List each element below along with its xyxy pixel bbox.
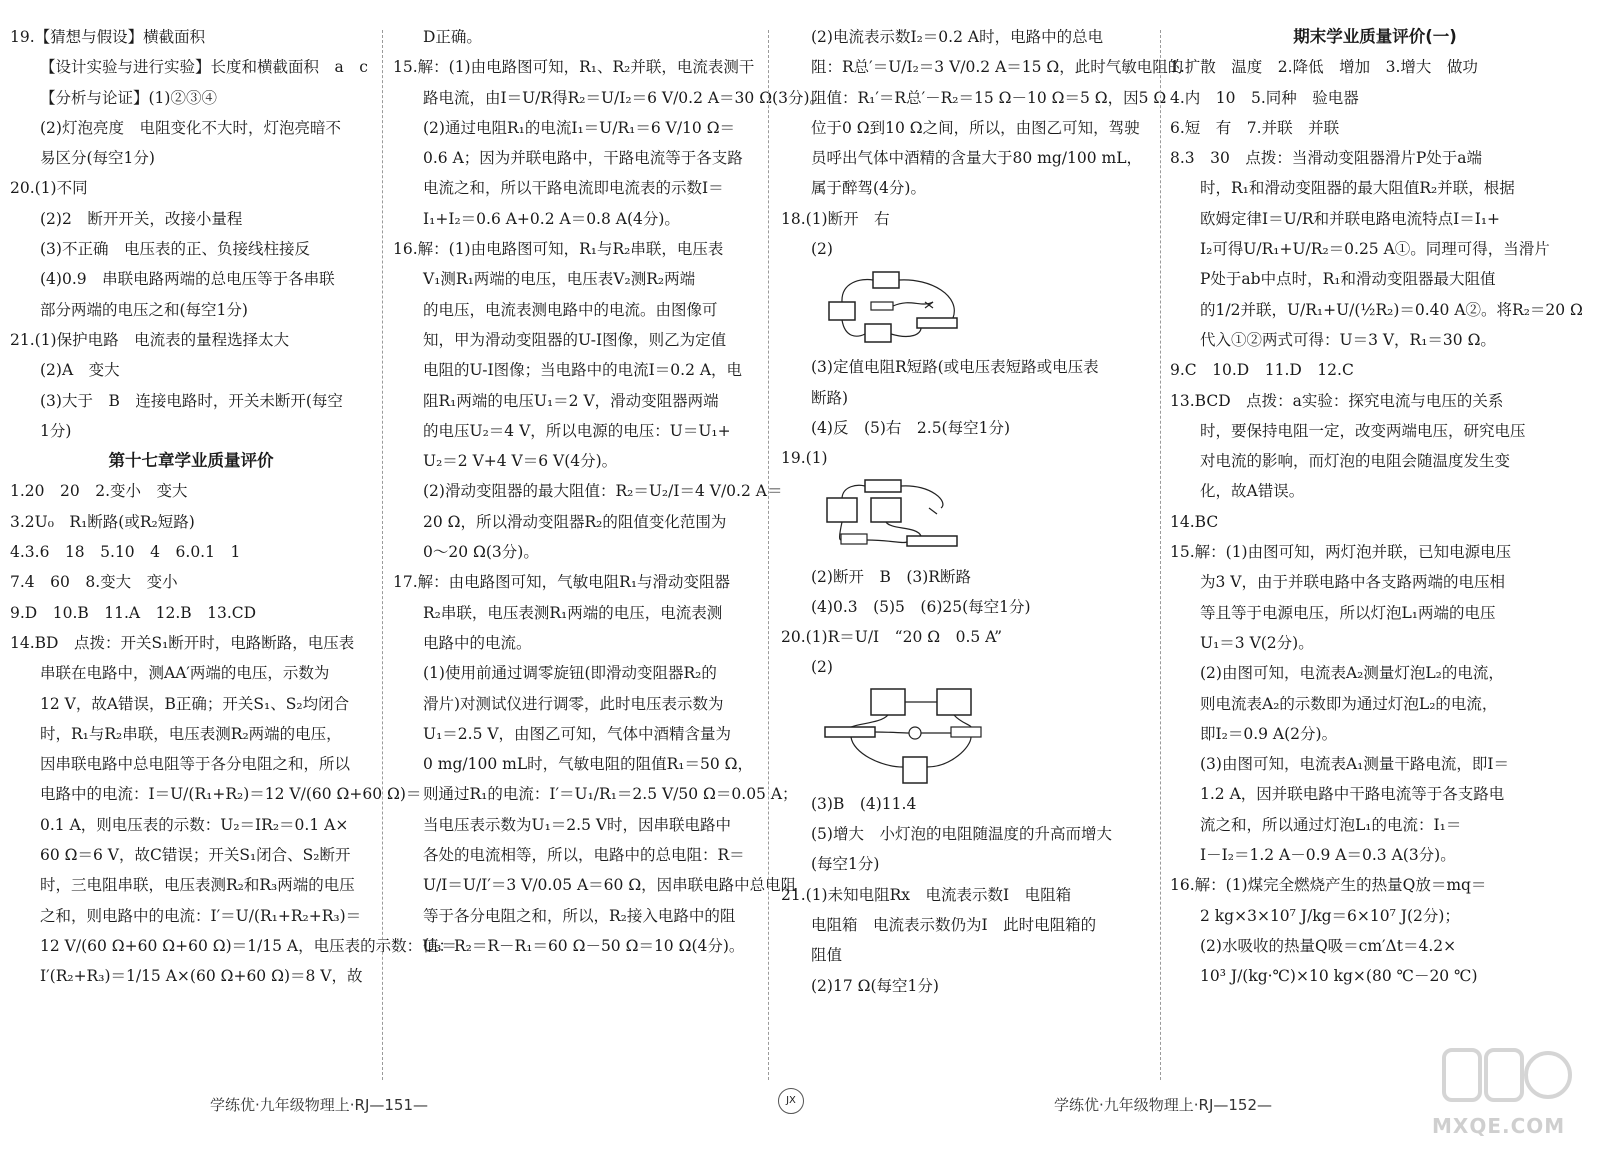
text-line: 为3 V，由于并联电路中各支路两端的电压相 [1200, 573, 1505, 592]
text-line: 的电压，电流表测电路中的电流。由图像可 [423, 300, 718, 319]
text-line: 1分) [40, 421, 72, 440]
text-line: 时，要保持电阻一定，改变两端电压，研究电压 [1200, 421, 1526, 440]
page-footer-right: 学练优·九年级物理上·RJ—152— [1054, 1096, 1273, 1114]
text-line: (5)增大 小灯泡的电阻随温度的升高而增大 [811, 825, 1112, 844]
text-line: 0 mg/100 mL时，气敏电阻的阻值R₁＝50 Ω， [423, 755, 754, 774]
text-line: V₁测R₁两端的电压，电压表V₂测R₂两端 [423, 270, 696, 289]
text-line: 欧姆定律I＝U/R和并联电路电流特点I＝I₁+ [1200, 209, 1501, 228]
text-line: 阻：R总′＝U/I₂＝3 V/0.2 A＝15 Ω，此时气敏电阻的 [811, 58, 1184, 77]
text-line: 知，甲为滑动变阻器的U-I图像，则乙为定值 [423, 330, 727, 349]
text-line: 对电流的影响，而灯泡的电阻会随温度发生变 [1200, 452, 1511, 471]
text-line: 断路) [811, 388, 849, 407]
text-line: (2)水吸收的热量Q吸＝cm′Δt＝4.2× [1200, 936, 1457, 955]
text-line: U₁＝3 V(2分)。 [1200, 633, 1314, 652]
circuit-diagram-20 [821, 687, 1001, 787]
section-heading: 第十七章学业质量评价 [108, 451, 274, 471]
circuit-diagram-icon [821, 687, 1001, 787]
text-line: 20.(1)不同 [10, 179, 88, 198]
text-line: 12 V，故A错误，B正确；开关S₁、S₂均闭合 [40, 694, 350, 713]
text-line: 则电流表A₂的示数即为通过灯泡L₂的电流， [1200, 694, 1498, 713]
text-line: 易区分(每空1分) [40, 149, 155, 168]
text-line: 18.(1)断开 右 [781, 209, 890, 228]
text-line: 7.4 60 8.变大 变小 [10, 573, 178, 592]
text-line: I′(R₂+R₃)＝1/15 A×(60 Ω+60 Ω)＝8 V，故 [40, 967, 363, 986]
text-line: 阻R₁两端的电压U₁＝2 V，滑动变阻器两端 [423, 391, 719, 410]
text-line: 15.解：(1)由电路图可知，R₁、R₂并联，电流表测干 [393, 58, 755, 77]
circuit-diagram-icon [821, 268, 971, 350]
text-line: 10³ J/(kg·℃)×10 kg×(80 ℃－20 ℃) [1200, 967, 1478, 986]
text-line: 即I₂＝0.9 A(2分)。 [1200, 724, 1338, 743]
text-line: 各处的电流相等，所以，电路中的总电阻：R＝ [423, 846, 745, 865]
text-line: 2 kg×3×10⁷ J/kg＝6×10⁷ J(2分)； [1200, 906, 1460, 925]
watermark-logo-icon [1440, 1040, 1570, 1110]
column-divider [382, 30, 383, 1080]
text-line: 阻值 [811, 946, 843, 965]
text-line: (1)使用前通过调零旋钮(即滑动变阻器R₂的 [423, 664, 717, 683]
text-line: P处于ab中点时，R₁和滑动变阻器最大阻值 [1200, 270, 1496, 289]
text-line: 0～20 Ω(3分)。 [423, 543, 539, 562]
text-line: (2)A 变大 [40, 361, 120, 380]
text-line: 时，R₁和滑动变阻器的最大阻值R₂并联，根据 [1200, 179, 1515, 198]
text-line: 时，R₁与R₂串联，电压表测R₂两端的电压， [40, 724, 342, 743]
text-line: 流之和，所以通过灯泡L₁的电流：I₁＝ [1200, 815, 1462, 834]
text-line: 20 Ω，所以滑动变阻器R₂的阻值变化范围为 [423, 512, 727, 531]
text-line: 等于各分电阻之和，所以，R₂接入电路中的阻 [423, 906, 736, 925]
text-line: 15.解：(1)由图可知，两灯泡并联，已知电源电压 [1170, 543, 1512, 562]
text-line: 3.2U₀ R₁断路(或R₂短路) [10, 512, 195, 531]
text-line: 位于0 Ω到10 Ω之间，所以，由图乙可知，驾驶 [811, 118, 1140, 137]
text-line: 【设计实验与进行实验】长度和横截面积 a c [40, 58, 368, 77]
text-line: 电路中的电流：I＝U/(R₁+R₂)＝12 V/(60 Ω+60 Ω)＝ [40, 785, 422, 804]
watermark-text: MXQE.COM [1432, 1114, 1566, 1138]
circuit-diagram-19 [821, 478, 971, 560]
text-line: 路电流，由I＝U/R得R₂＝U/I₂＝6 V/0.2 A＝30 Ω(3分)。 [423, 88, 826, 107]
text-line: 4.3.6 18 5.10 4 6.0.1 1 [10, 543, 241, 562]
text-line: 16.解：(1)煤完全燃烧产生的热量Q放＝mq＝ [1170, 876, 1487, 895]
circuit-diagram-icon [821, 478, 971, 560]
text-line: 14.BC [1170, 512, 1219, 531]
column-3 [781, 22, 1184, 1082]
page-footer-left: 学练优·九年级物理上·RJ—151— [210, 1096, 429, 1114]
text-line: (2)滑动变阻器的最大阻值：R₂＝U₂/I＝4 V/0.2 A＝ [423, 482, 783, 501]
text-line: (每空1分) [811, 855, 880, 874]
text-line: 部分两端的电压之和(每空1分) [40, 300, 248, 319]
section-heading: 期末学业质量评价(一) [1293, 27, 1457, 46]
text-line: 员呼出气体中酒精的含量大于80 mg/100 mL， [811, 149, 1142, 168]
text-line: 9.D 10.B 11.A 12.B 13.CD [10, 603, 257, 622]
text-line: (2)通过电阻R₁的电流I₁＝U/R₁＝6 V/10 Ω＝ [423, 118, 736, 137]
text-line: 时，三电阻串联，电压表测R₂和R₃两端的电压 [40, 876, 355, 895]
text-line: 电流之和，所以干路电流即电流表的示数I＝ [423, 179, 724, 198]
text-line: D正确。 [423, 28, 482, 46]
column-divider [1160, 30, 1161, 1080]
text-line: (3)大于 B 连接电路时，开关未断开(每空 [40, 391, 343, 410]
text-line: 等且等于电源电压，所以灯泡L₁两端的电压 [1200, 603, 1496, 622]
text-line: (3)不正确 电压表的正、负接线柱接反 [40, 240, 310, 259]
text-line: R₂串联，电压表测R₁两端的电压，电流表测 [423, 603, 723, 622]
text-line: 滑片)对测试仪进行调零，此时电压表示数为 [423, 694, 724, 713]
column-4 [1170, 22, 1583, 1082]
text-line: 因串联电路中总电阻等于各分电阻之和，所以 [40, 755, 351, 774]
text-line: 之和，则电路中的电流：I′＝U/(R₁+R₂+R₃)＝ [40, 906, 362, 925]
text-line: (3)B (4)11.4 [811, 794, 917, 813]
text-line: 1.20 20 2.变小 变大 [10, 482, 188, 501]
text-line: 4.内 10 5.同种 验电器 [1170, 88, 1359, 107]
text-line: U₁＝2.5 V，由图乙可知，气体中酒精含量为 [423, 724, 732, 743]
center-mark: JX [778, 1088, 804, 1114]
text-line: 值：R₂＝R－R₁＝60 Ω－50 Ω＝10 Ω(4分)。 [423, 936, 745, 955]
text-line: (4)0.3 (5)5 (6)25(每空1分) [811, 597, 1031, 616]
text-line: 20.(1)R＝U/I “20 Ω 0.5 A” [781, 628, 1003, 647]
text-line: 13.BCD 点拨：a实验：探究电流与电压的关系 [1170, 391, 1504, 410]
circuit-diagram-18 [821, 268, 971, 350]
text-line: I₂可得U/R₁+U/R₂＝0.25 A①。同理可得，当滑片 [1200, 240, 1550, 259]
text-line: 阻值：R₁′＝R总′－R₂＝15 Ω－10 Ω＝5 Ω，因5 Ω [811, 88, 1167, 107]
text-line: 电路中的电流。 [423, 633, 532, 652]
text-line: (2)断开 B (3)R断路 [811, 567, 971, 586]
text-line: (3)由图可知，电流表A₁测量干路电流，即I＝ [1200, 755, 1509, 774]
text-line: 属于醉驾(4分)。 [811, 179, 926, 198]
text-line: U/I＝U/I′＝3 V/0.05 A＝60 Ω，因串联电路中总电阻 [423, 876, 797, 895]
text-line: 1.扩散 温度 2.降低 增加 3.增大 做功 [1170, 58, 1478, 77]
text-line: 21.(1)未知电阻Rx 电流表示数I 电阻箱 [781, 885, 1072, 904]
text-line: 化，故A错误。 [1200, 482, 1305, 501]
text-line: (4)反 (5)右 2.5(每空1分) [811, 418, 1011, 437]
text-line: U₂＝2 V+4 V＝6 V(4分)。 [423, 452, 618, 471]
text-line: 14.BD 点拨：开关S₁断开时，电路断路，电压表 [10, 633, 355, 652]
text-line: 当电压表示数为U₁＝2.5 V时，因串联电路中 [423, 815, 732, 834]
text-line: 12 V/(60 Ω+60 Ω+60 Ω)＝1/15 A，电压表的示数：U₃＝ [40, 936, 457, 955]
text-line: I₁+I₂＝0.6 A+0.2 A＝0.8 A(4分)。 [423, 209, 680, 228]
text-line: 9.C 10.D 11.D 12.C [1170, 361, 1354, 380]
text-line: 则通过R₁的电流：I′＝U₁/R₁＝2.5 V/50 Ω＝0.05 A； [423, 785, 798, 804]
text-line: (2) [811, 240, 833, 259]
column-divider [768, 30, 769, 1080]
text-line: 串联在电路中，测AA′两端的电压，示数为 [40, 664, 330, 683]
text-line: 电阻的U-I图像；当电路中的电流I＝0.2 A，电 [423, 361, 743, 380]
text-line: I－I₂＝1.2 A－0.9 A＝0.3 A(3分)。 [1200, 846, 1456, 865]
text-line: 60 Ω＝6 V，故C错误；开关S₁闭合、S₂断开 [40, 846, 351, 865]
text-line: (4)0.9 串联电路两端的总电压等于各串联 [40, 270, 335, 289]
text-line: 【分析与论证】(1)②③④ [40, 88, 217, 107]
watermark [1420, 1032, 1590, 1152]
text-line: 19.(1) [781, 449, 828, 468]
text-line: 17.解：由电路图可知，气敏电阻R₁与滑动变阻器 [393, 573, 731, 592]
text-line: 1.2 A，因并联电路中干路电流等于各支路电 [1200, 785, 1505, 804]
text-line: 16.解：(1)由电路图可知，R₁与R₂串联，电压表 [393, 240, 724, 259]
text-line: (3)定值电阻R短路(或电压表短路或电压表 [811, 358, 1099, 377]
text-line: (2) [811, 658, 833, 677]
text-line: 6.短 有 7.并联 并联 [1170, 118, 1340, 137]
text-line: (2)17 Ω(每空1分) [811, 976, 939, 995]
text-line: (2)电流表示数I₂＝0.2 A时，电路中的总电 [811, 28, 1104, 46]
text-line: 8.3 30 点拨：当滑动变阻器滑片P处于a端 [1170, 149, 1483, 168]
text-line: 0.6 A；因为并联电路中，干路电流等于各支路 [423, 149, 743, 168]
text-line: (2)由图可知，电流表A₂测量灯泡L₂的电流， [1200, 664, 1504, 683]
text-line: 电阻箱 电流表示数仍为I 此时电阻箱的 [811, 915, 1097, 934]
text-line: 21.(1)保护电路 电流表的量程选择太大 [10, 330, 290, 349]
text-line: (2)灯泡亮度 电阻变化不大时，灯泡亮暗不 [40, 118, 341, 137]
text-line: (2)2 断开开关，改接小量程 [40, 209, 243, 228]
text-line: 19.【猜想与假设】横截面积 [10, 28, 206, 46]
text-line: 的电压U₂＝4 V，所以电源的电压：U＝U₁+ [423, 421, 731, 440]
text-line: 的1/2并联，U/R₁+U/(½R₂)＝0.40 A②。将R₂＝20 Ω [1200, 300, 1583, 319]
text-line: 代入①②两式可得：U＝3 V，R₁＝30 Ω。 [1200, 330, 1496, 349]
text-line: 0.1 A，则电压表的示数：U₂＝IR₂＝0.1 A× [40, 815, 349, 834]
